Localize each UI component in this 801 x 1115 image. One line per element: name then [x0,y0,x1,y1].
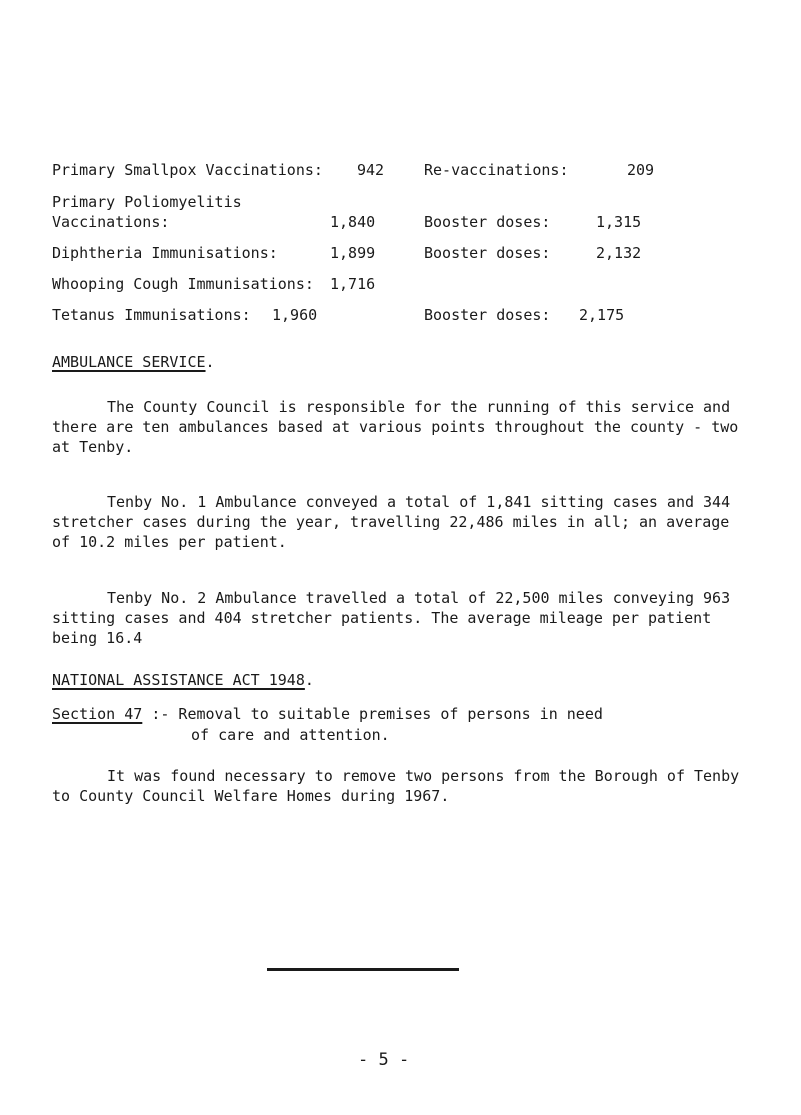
diph-label: Diphtheria Immunisations: [52,244,278,262]
tetanus-booster-value: 2,175 [579,306,625,324]
section-47-label: Section 47 [52,705,143,723]
ambulance-heading [52,352,215,372]
whoop-value: 1,716 [330,275,376,293]
assistance-heading [52,670,314,690]
section-47-line [52,704,603,724]
tetanus-booster-label: Booster doses: [424,306,551,324]
smallpox-label: Primary Smallpox Vaccinations: [52,161,323,179]
section-47-continuation: of care and attention. [191,726,390,744]
ambulance-paragraph-1: The County Council is responsible for the running of this service and there are ten ambulances based at various points throughout the county - two at Tenby. [52,398,739,456]
diph-booster-label: Booster doses: [424,244,551,262]
page-number: - 5 - [358,1050,410,1070]
polio-booster-label: Booster doses: [424,213,551,231]
polio-label-line1: Primary Poliomyelitis [52,193,242,211]
polio-label-line2: Vaccinations: [52,213,170,231]
ambulance-paragraph-2: Tenby No. 1 Ambulance conveyed a total of 1,841 sitting cases and 344 stretcher cases during the year, travelling 22,486 miles in all; an average of 10.2 miles per patient. [52,493,731,551]
tetanus-value: 1,960 [272,306,318,324]
revacc-label: Re-vaccinations: [424,161,569,179]
diph-booster-value: 2,132 [596,244,642,262]
ambulance-paragraph-3: Tenby No. 2 Ambulance travelled a total of 22,500 miles conveying 963 sitting cases and 404 stretcher patients. The average mileage per patient being 16.4 [52,589,731,647]
polio-value: 1,840 [330,213,376,231]
diph-value: 1,899 [330,244,376,262]
divider-rule [267,968,459,971]
smallpox-value: 942 [357,161,385,179]
ambulance-heading-text: AMBULANCE SERVICE [52,353,206,371]
assistance-heading-suffix: . [304,671,314,689]
ambulance-heading-suffix: . [205,353,215,371]
section-47-text: :- Removal to suitable premises of persons in need [151,705,603,723]
revacc-value: 209 [627,161,655,179]
assistance-heading-text: NATIONAL ASSISTANCE ACT 1948 [52,671,305,689]
assistance-paragraph: It was found necessary to remove two persons from the Borough of Tenby to County Council Welfare Homes during 1967. [52,767,740,805]
whoop-label: Whooping Cough Immunisations: [52,275,314,293]
tetanus-label: Tetanus Immunisations: [52,306,251,324]
polio-booster-value: 1,315 [596,213,642,231]
